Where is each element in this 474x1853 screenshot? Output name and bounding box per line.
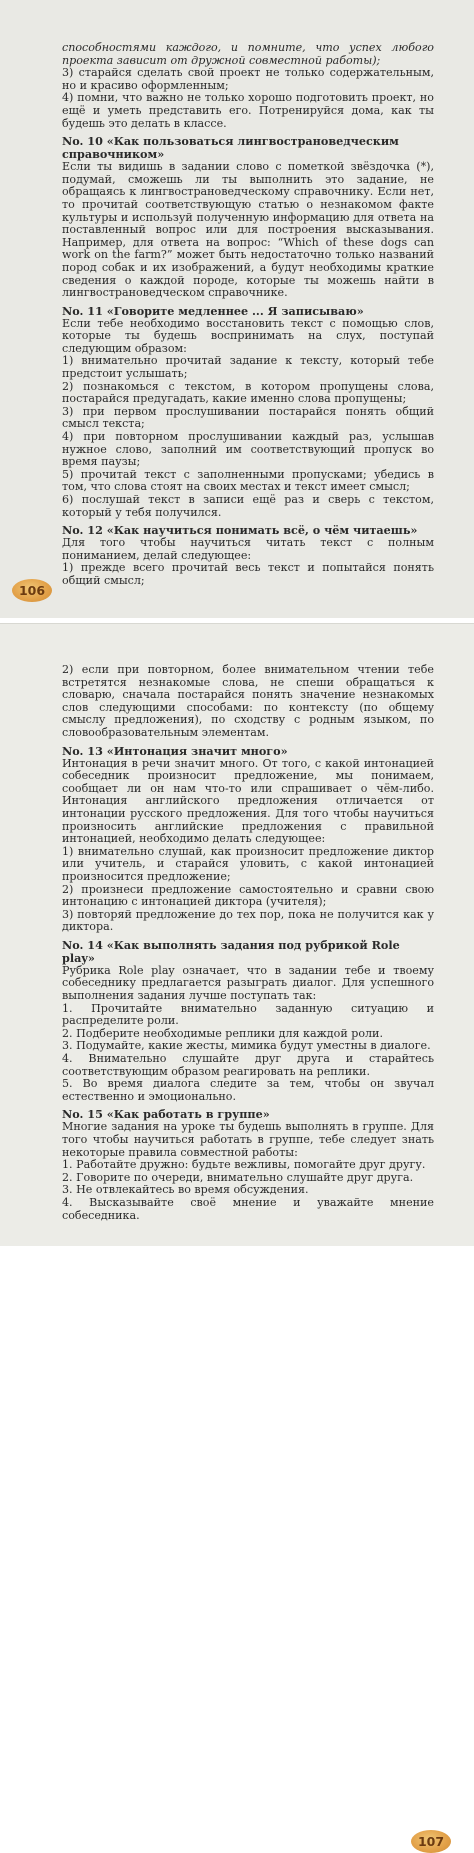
page-number-badge: 106 [12,579,52,602]
section-title: No. 13 «Интонация значит много» [62,743,288,758]
section-no-12 [62,524,434,587]
intro-paragraph: 2) если при повторном, более внимательном чтении тебе встретятся незнакомые слова, не спеши обращаться к словарю, сначала постарайся понять значение незнакомых слов следующими способами: по контексту (по общему смыслу предложения), по сходству с родным языком, по словообразовательным элементам. [62,663,434,739]
list-item: 4. Высказывайте своё мнение и уважайте мнение собеседника. [62,1195,434,1222]
list-item: 5) прочитай текст с заполненными пропусками; убедись в том, что слова стоят на своих местах и текст имеет смысл; [62,467,434,494]
textbook-page-106 [0,0,474,618]
list-item: 3) повторяй предложение до тех пор, пока не получится как у диктора. [62,907,434,934]
list-item: 4) при повторном прослушивании каждый раз, услышав нужное слово, заполний им соответствующий пропуск во время паузы; [62,430,434,469]
list-item: 5. Во время диалога следите за тем, чтобы он звучал естественно и эмоционально. [62,1077,434,1103]
list-item: 2) познакомься с текстом, в котором пропущены слова, постарайся предугадать, какие именно слова пропущены; [62,379,434,406]
section-title: No. 14 «Как выполнять задания под рубрикой Role play» [62,937,400,965]
section-title: No. 15 «Как работать в группе» [62,1107,270,1122]
intro-paragraph: 3) старайся сделать свой проект не только содержательным, но и красиво оформленным; [62,66,434,92]
section-paragraph: Если тебе необходимо восстановить текст с помощью слов, которые ты будешь воспринимать на слух, поступай следующим образом: [62,316,434,355]
list-item: 3) при первом прослушивании постарайся понять общий смысл текста; [62,404,434,431]
page-107-text-column [62,664,434,1222]
list-item: 2. Подберите необходимые реплики для каждой роли. [62,1026,383,1040]
section-no-13 [62,745,434,934]
intro-paragraph: способностями каждого, и помните, что успех любого проекта зависит от дружной совместной работы); [62,41,434,67]
section-no-14 [62,939,434,1104]
list-item: 1. Работайте дружно: будьте вежливы, помогайте друг другу. [62,1158,426,1172]
section-paragraph: Рубрика Role play означает, что в задании тебе и твоему собеседнику предлагается разыграть диалог. Для успешного выполнения задания лучше поступать так: [62,963,434,1003]
list-item: 2. Говорите по очереди, внимательно слушайте друг друга. [62,1170,414,1184]
list-item: 1. Прочитайте внимательно заданную ситуацию и распределите роли. [62,1001,434,1028]
section-no-15 [62,1108,434,1222]
list-item: 2) произнеси предложение самостоятельно и сравни свою интонацию с интонацией диктора (учителя); [62,882,434,909]
textbook-page-107 [0,623,474,1849]
section-title: No. 12 «Как научиться понимать всё, о чём читаешь» [62,523,418,538]
section-title: No. 11 «Говорите медленнее ... Я записываю» [62,303,364,318]
section-paragraph: Интонация в речи значит много. От того, с какой интонацией собеседник произносит предложение, мы понимаем, сообщает ли он нам что-то или спрашивает о чём-либо. Интонация английского предложения отличается от интонации русского предложения. Для того чтобы научиться произносить английские предложения с правильной интонацией, необходимо делать следующее: [62,756,434,846]
intro-paragraph: 4) помни, что важно не только хорошо подготовить проект, но ещё и уметь представить его. Потренируйся дома, как ты будешь это делать в классе. [62,91,434,130]
list-item: 6) послушай текст в записи ещё раз и сверь с текстом, который у тебя получился. [62,493,434,519]
page-106-text-column [62,42,434,588]
section-paragraph: Если ты видишь в задании слово с пометкой звёздочка (*), подумай, сможешь ли ты выполнить это задание, не обращаясь к лингвострановедческому справочнику. Если нет, то прочитай соответствующую статью о незнакомом факте культуры и используй полученную информацию для ответа на поставленный вопрос или для построения высказывания. Например, для ответа на вопрос: “Which of these dogs can work on the farm?” может быть недостаточно только названий пород собак и их изображений, а будут необходимы краткие сведения о каждой породе, которые ты можешь найти в лингвострановедческом справочнике. [62,160,434,300]
list-item: 3. Не отвлекайтесь во время обсуждения. [62,1183,309,1197]
list-item: 4. Внимательно слушайте друг друга и старайтесь соответствующим образом реагировать на реплики. [62,1052,434,1078]
page-number-badge: 107 [411,1830,451,1853]
list-item: 1) внимательно слушай, как произносит предложение диктор или учитель, и старайся уловить, с какой интонацией произносится предложение; [62,844,434,883]
section-no-11 [62,305,434,520]
list-item: 3. Подумайте, какие жесты, мимика будут уместны в диалоге. [62,1039,431,1053]
list-item: 1) прежде всего прочитай весь текст и попытайся понять общий смысл; [62,561,434,587]
section-paragraph: Многие задания на уроке ты будешь выполнять в группе. Для того чтобы научиться работать в группе, тебе следует знать некоторые правила совместной работы: [62,1120,434,1159]
section-title: No. 10 «Как пользоваться лингвострановедческим справочником» [62,134,399,162]
list-item: 1) внимательно прочитай задание к тексту, который тебе предстоит услышать; [62,354,434,381]
section-no-10 [62,135,434,300]
section-paragraph: Для того чтобы научиться читать текст с полным пониманием, делай следующее: [62,536,434,562]
